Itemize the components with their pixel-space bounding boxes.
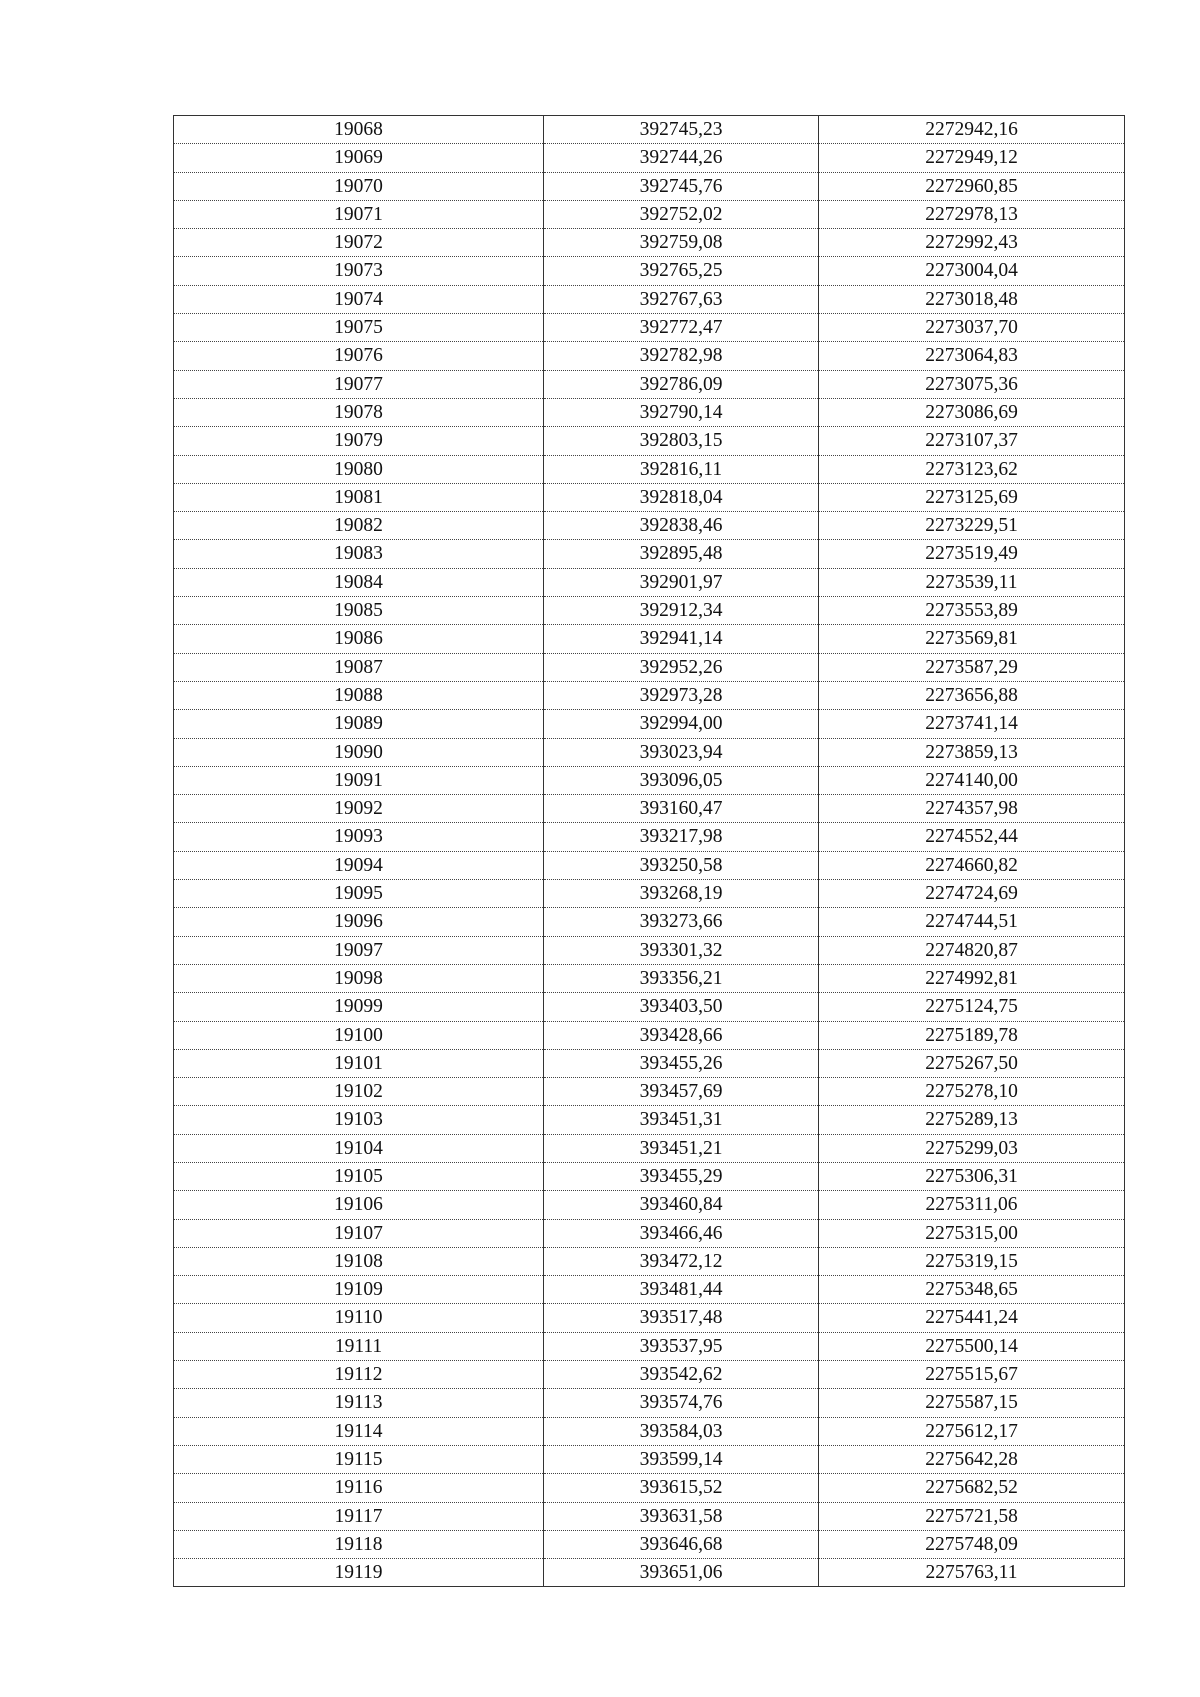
y-coordinate-cell: 2275311,06 <box>819 1191 1125 1219</box>
table-row <box>174 342 1125 370</box>
x-coordinate-cell: 393517,48 <box>544 1304 819 1332</box>
y-coordinate-cell: 2272992,43 <box>819 229 1125 257</box>
x-coordinate-cell: 393268,19 <box>544 880 819 908</box>
y-coordinate-cell: 2273064,83 <box>819 342 1125 370</box>
x-coordinate-cell: 393451,31 <box>544 1106 819 1134</box>
table-row <box>174 1417 1125 1445</box>
point-number-cell: 19083 <box>174 540 544 568</box>
y-coordinate-cell: 2275500,14 <box>819 1332 1125 1360</box>
point-number-cell: 19119 <box>174 1559 544 1587</box>
table-row <box>174 880 1125 908</box>
x-coordinate-cell: 393542,62 <box>544 1361 819 1389</box>
table-row <box>174 1332 1125 1360</box>
point-number-cell: 19104 <box>174 1134 544 1162</box>
table-row <box>174 229 1125 257</box>
point-number-cell: 19115 <box>174 1445 544 1473</box>
table-row <box>174 200 1125 228</box>
y-coordinate-cell: 2273123,62 <box>819 455 1125 483</box>
table-row <box>174 851 1125 879</box>
x-coordinate-cell: 393457,69 <box>544 1078 819 1106</box>
y-coordinate-cell: 2275319,15 <box>819 1247 1125 1275</box>
point-number-cell: 19099 <box>174 993 544 1021</box>
point-number-cell: 19090 <box>174 738 544 766</box>
y-coordinate-cell: 2275682,52 <box>819 1474 1125 1502</box>
x-coordinate-cell: 392744,26 <box>544 144 819 172</box>
table-row <box>174 540 1125 568</box>
y-coordinate-cell: 2274140,00 <box>819 766 1125 794</box>
point-number-cell: 19077 <box>174 370 544 398</box>
y-coordinate-cell: 2273519,49 <box>819 540 1125 568</box>
point-number-cell: 19117 <box>174 1502 544 1530</box>
point-number-cell: 19105 <box>174 1162 544 1190</box>
y-coordinate-cell: 2273587,29 <box>819 653 1125 681</box>
y-coordinate-cell: 2273656,88 <box>819 681 1125 709</box>
point-number-cell: 19075 <box>174 314 544 342</box>
x-coordinate-cell: 392786,09 <box>544 370 819 398</box>
y-coordinate-cell: 2275299,03 <box>819 1134 1125 1162</box>
table-row <box>174 1361 1125 1389</box>
table-row <box>174 597 1125 625</box>
coordinates-table <box>173 115 1125 1587</box>
point-number-cell: 19096 <box>174 908 544 936</box>
point-number-cell: 19116 <box>174 1474 544 1502</box>
point-number-cell: 19084 <box>174 568 544 596</box>
point-number-cell: 19112 <box>174 1361 544 1389</box>
table-row <box>174 1559 1125 1587</box>
table-row <box>174 936 1125 964</box>
point-number-cell: 19106 <box>174 1191 544 1219</box>
table-row <box>174 1191 1125 1219</box>
point-number-cell: 19109 <box>174 1276 544 1304</box>
x-coordinate-cell: 393481,44 <box>544 1276 819 1304</box>
y-coordinate-cell: 2273125,69 <box>819 483 1125 511</box>
table-row <box>174 285 1125 313</box>
y-coordinate-cell: 2275189,78 <box>819 1021 1125 1049</box>
table-row <box>174 625 1125 653</box>
table-row <box>174 710 1125 738</box>
x-coordinate-cell: 392816,11 <box>544 455 819 483</box>
x-coordinate-cell: 393651,06 <box>544 1559 819 1587</box>
y-coordinate-cell: 2273569,81 <box>819 625 1125 653</box>
table-row <box>174 144 1125 172</box>
x-coordinate-cell: 392765,25 <box>544 257 819 285</box>
point-number-cell: 19101 <box>174 1049 544 1077</box>
point-number-cell: 19068 <box>174 116 544 144</box>
table-row <box>174 1304 1125 1332</box>
x-coordinate-cell: 392767,63 <box>544 285 819 313</box>
x-coordinate-cell: 393273,66 <box>544 908 819 936</box>
x-coordinate-cell: 393428,66 <box>544 1021 819 1049</box>
table-row <box>174 766 1125 794</box>
table-row <box>174 1134 1125 1162</box>
table-row <box>174 1078 1125 1106</box>
y-coordinate-cell: 2275515,67 <box>819 1361 1125 1389</box>
x-coordinate-cell: 392782,98 <box>544 342 819 370</box>
x-coordinate-cell: 393096,05 <box>544 766 819 794</box>
x-coordinate-cell: 392895,48 <box>544 540 819 568</box>
point-number-cell: 19098 <box>174 964 544 992</box>
y-coordinate-cell: 2275124,75 <box>819 993 1125 1021</box>
x-coordinate-cell: 392772,47 <box>544 314 819 342</box>
table-row <box>174 172 1125 200</box>
point-number-cell: 19070 <box>174 172 544 200</box>
x-coordinate-cell: 393217,98 <box>544 823 819 851</box>
x-coordinate-cell: 393023,94 <box>544 738 819 766</box>
y-coordinate-cell: 2275348,65 <box>819 1276 1125 1304</box>
x-coordinate-cell: 392912,34 <box>544 597 819 625</box>
table-row <box>174 1474 1125 1502</box>
point-number-cell: 19114 <box>174 1417 544 1445</box>
y-coordinate-cell: 2273229,51 <box>819 512 1125 540</box>
x-coordinate-cell: 393403,50 <box>544 993 819 1021</box>
x-coordinate-cell: 392790,14 <box>544 398 819 426</box>
table-row <box>174 738 1125 766</box>
x-coordinate-cell: 392994,00 <box>544 710 819 738</box>
table-row <box>174 257 1125 285</box>
y-coordinate-cell: 2274357,98 <box>819 795 1125 823</box>
table-row <box>174 427 1125 455</box>
point-number-cell: 19071 <box>174 200 544 228</box>
table-row <box>174 1247 1125 1275</box>
x-coordinate-cell: 393646,68 <box>544 1530 819 1558</box>
x-coordinate-cell: 392818,04 <box>544 483 819 511</box>
y-coordinate-cell: 2274552,44 <box>819 823 1125 851</box>
x-coordinate-cell: 392952,26 <box>544 653 819 681</box>
y-coordinate-cell: 2274660,82 <box>819 851 1125 879</box>
table-row <box>174 908 1125 936</box>
x-coordinate-cell: 393250,58 <box>544 851 819 879</box>
point-number-cell: 19082 <box>174 512 544 540</box>
x-coordinate-cell: 393466,46 <box>544 1219 819 1247</box>
y-coordinate-cell: 2272942,16 <box>819 116 1125 144</box>
y-coordinate-cell: 2272960,85 <box>819 172 1125 200</box>
table-row <box>174 1502 1125 1530</box>
y-coordinate-cell: 2273107,37 <box>819 427 1125 455</box>
x-coordinate-cell: 393451,21 <box>544 1134 819 1162</box>
table-row <box>174 116 1125 144</box>
point-number-cell: 19085 <box>174 597 544 625</box>
point-number-cell: 19097 <box>174 936 544 964</box>
point-number-cell: 19108 <box>174 1247 544 1275</box>
point-number-cell: 19103 <box>174 1106 544 1134</box>
point-number-cell: 19107 <box>174 1219 544 1247</box>
x-coordinate-cell: 393574,76 <box>544 1389 819 1417</box>
y-coordinate-cell: 2273004,04 <box>819 257 1125 285</box>
point-number-cell: 19087 <box>174 653 544 681</box>
y-coordinate-cell: 2272949,12 <box>819 144 1125 172</box>
y-coordinate-cell: 2275748,09 <box>819 1530 1125 1558</box>
x-coordinate-cell: 393356,21 <box>544 964 819 992</box>
x-coordinate-cell: 393599,14 <box>544 1445 819 1473</box>
y-coordinate-cell: 2275721,58 <box>819 1502 1125 1530</box>
point-number-cell: 19118 <box>174 1530 544 1558</box>
table-row <box>174 512 1125 540</box>
x-coordinate-cell: 393631,58 <box>544 1502 819 1530</box>
table-row <box>174 1021 1125 1049</box>
x-coordinate-cell: 392838,46 <box>544 512 819 540</box>
point-number-cell: 19091 <box>174 766 544 794</box>
x-coordinate-cell: 393455,26 <box>544 1049 819 1077</box>
table-row <box>174 314 1125 342</box>
point-number-cell: 19088 <box>174 681 544 709</box>
point-number-cell: 19074 <box>174 285 544 313</box>
y-coordinate-cell: 2273018,48 <box>819 285 1125 313</box>
table-row <box>174 653 1125 681</box>
point-number-cell: 19100 <box>174 1021 544 1049</box>
table-row <box>174 398 1125 426</box>
point-number-cell: 19080 <box>174 455 544 483</box>
point-number-cell: 19111 <box>174 1332 544 1360</box>
x-coordinate-cell: 392752,02 <box>544 200 819 228</box>
x-coordinate-cell: 393160,47 <box>544 795 819 823</box>
point-number-cell: 19073 <box>174 257 544 285</box>
x-coordinate-cell: 392803,15 <box>544 427 819 455</box>
x-coordinate-cell: 393455,29 <box>544 1162 819 1190</box>
point-number-cell: 19069 <box>174 144 544 172</box>
x-coordinate-cell: 392941,14 <box>544 625 819 653</box>
y-coordinate-cell: 2273037,70 <box>819 314 1125 342</box>
table-row <box>174 1276 1125 1304</box>
x-coordinate-cell: 393472,12 <box>544 1247 819 1275</box>
x-coordinate-cell: 392745,23 <box>544 116 819 144</box>
y-coordinate-cell: 2275587,15 <box>819 1389 1125 1417</box>
table-row <box>174 455 1125 483</box>
y-coordinate-cell: 2274724,69 <box>819 880 1125 908</box>
point-number-cell: 19093 <box>174 823 544 851</box>
coordinates-table-body <box>174 116 1125 1587</box>
y-coordinate-cell: 2275612,17 <box>819 1417 1125 1445</box>
table-row <box>174 1445 1125 1473</box>
y-coordinate-cell: 2274820,87 <box>819 936 1125 964</box>
y-coordinate-cell: 2275289,13 <box>819 1106 1125 1134</box>
point-number-cell: 19078 <box>174 398 544 426</box>
point-number-cell: 19092 <box>174 795 544 823</box>
y-coordinate-cell: 2273539,11 <box>819 568 1125 596</box>
y-coordinate-cell: 2274992,81 <box>819 964 1125 992</box>
y-coordinate-cell: 2274744,51 <box>819 908 1125 936</box>
table-row <box>174 681 1125 709</box>
x-coordinate-cell: 393584,03 <box>544 1417 819 1445</box>
table-row <box>174 1106 1125 1134</box>
point-number-cell: 19079 <box>174 427 544 455</box>
x-coordinate-cell: 393460,84 <box>544 1191 819 1219</box>
point-number-cell: 19110 <box>174 1304 544 1332</box>
x-coordinate-cell: 392973,28 <box>544 681 819 709</box>
x-coordinate-cell: 393301,32 <box>544 936 819 964</box>
table-row <box>174 370 1125 398</box>
point-number-cell: 19094 <box>174 851 544 879</box>
point-number-cell: 19089 <box>174 710 544 738</box>
point-number-cell: 19113 <box>174 1389 544 1417</box>
table-row <box>174 1530 1125 1558</box>
x-coordinate-cell: 392901,97 <box>544 568 819 596</box>
y-coordinate-cell: 2275642,28 <box>819 1445 1125 1473</box>
y-coordinate-cell: 2273086,69 <box>819 398 1125 426</box>
table-row <box>174 1049 1125 1077</box>
y-coordinate-cell: 2275306,31 <box>819 1162 1125 1190</box>
point-number-cell: 19095 <box>174 880 544 908</box>
y-coordinate-cell: 2275441,24 <box>819 1304 1125 1332</box>
table-row <box>174 993 1125 1021</box>
y-coordinate-cell: 2272978,13 <box>819 200 1125 228</box>
y-coordinate-cell: 2275278,10 <box>819 1078 1125 1106</box>
table-row <box>174 568 1125 596</box>
point-number-cell: 19072 <box>174 229 544 257</box>
x-coordinate-cell: 393537,95 <box>544 1332 819 1360</box>
y-coordinate-cell: 2273075,36 <box>819 370 1125 398</box>
point-number-cell: 19086 <box>174 625 544 653</box>
point-number-cell: 19102 <box>174 1078 544 1106</box>
y-coordinate-cell: 2275267,50 <box>819 1049 1125 1077</box>
table-row <box>174 1219 1125 1247</box>
point-number-cell: 19081 <box>174 483 544 511</box>
table-row <box>174 795 1125 823</box>
x-coordinate-cell: 393615,52 <box>544 1474 819 1502</box>
y-coordinate-cell: 2275315,00 <box>819 1219 1125 1247</box>
table-row <box>174 1162 1125 1190</box>
x-coordinate-cell: 392759,08 <box>544 229 819 257</box>
table-row <box>174 823 1125 851</box>
y-coordinate-cell: 2273553,89 <box>819 597 1125 625</box>
x-coordinate-cell: 392745,76 <box>544 172 819 200</box>
table-row <box>174 1389 1125 1417</box>
table-row <box>174 483 1125 511</box>
y-coordinate-cell: 2275763,11 <box>819 1559 1125 1587</box>
table-row <box>174 964 1125 992</box>
point-number-cell: 19076 <box>174 342 544 370</box>
y-coordinate-cell: 2273859,13 <box>819 738 1125 766</box>
y-coordinate-cell: 2273741,14 <box>819 710 1125 738</box>
